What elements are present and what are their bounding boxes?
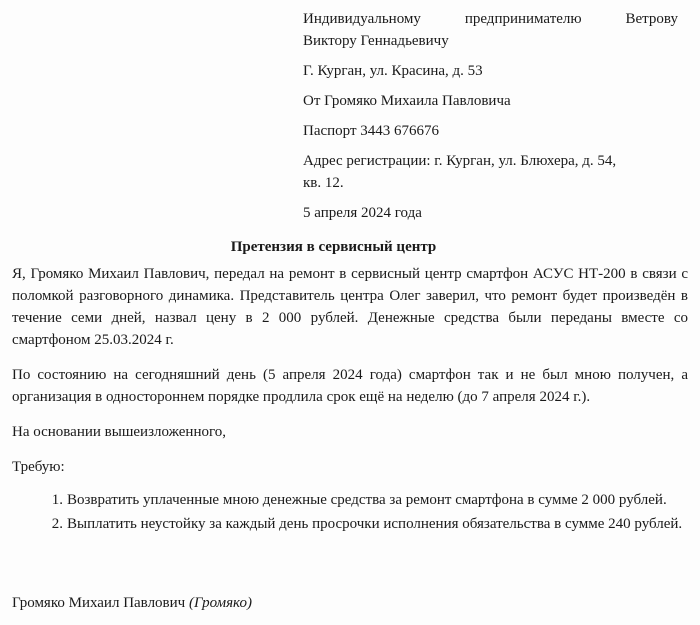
signature-line (12, 592, 252, 614)
sender-registration-address-line-2: кв. 12. (303, 175, 344, 191)
sender-registration-address (303, 150, 678, 194)
addressee-name-line-1: Индивидуальному предпринимателю Ветрову (303, 11, 678, 27)
document-title: Претензия в сервисный центр (230, 239, 437, 255)
document-body (12, 263, 688, 537)
signature-name: Громяко Михаил Павлович (12, 595, 186, 611)
body-paragraph-1: Я, Громяко Михаил Павлович, передал на ремонт в сервисный центр смартфон АСУС НТ-200 в связи с поломкой разговорного динамика. Представитель центра Олег заверил, что ремонт будет произведён в течение семи дней, назвал цену в 2 000 рублей. Денежные средства были переданы вместе со смартфоном 25.03.2024 г. (12, 266, 688, 348)
demand-heading: Требую: (12, 459, 65, 475)
addressee-address: Г. Курган, ул. Красина, д. 53 (303, 63, 483, 79)
sender-passport: Паспорт 3443 676676 (303, 123, 440, 139)
addressee-name (303, 8, 678, 52)
addressee-name-line-2: Виктору Геннадьевичу (303, 33, 449, 49)
addressee-header-block (303, 8, 678, 224)
demands-list (12, 489, 688, 535)
signature-handwritten-mark: (Громяко) (188, 595, 252, 611)
body-paragraph-2: По состоянию на сегодняшний день (5 апреля 2024 года) смартфон так и не был мною получен, а организация в одностороннем порядке продлила срок ещё на неделю (до 7 апреля 2024 г.). (12, 367, 688, 405)
basis-statement: На основании вышеизложенного, (12, 424, 227, 440)
document-date: 5 апреля 2024 года (303, 205, 422, 221)
sender-name: От Громяко Михаила Павловича (303, 93, 511, 109)
demand-item: Выплатить неустойку за каждый день просрочки исполнения обязательства в сумме 240 рублей. (67, 516, 683, 532)
demand-item: Возвратить уплаченные мною денежные средства за ремонт смартфона в сумме 2 000 рублей. (67, 492, 667, 508)
sender-registration-address-line-1: Адрес регистрации: г. Курган, ул. Блюхера, д. 54, (303, 153, 617, 169)
